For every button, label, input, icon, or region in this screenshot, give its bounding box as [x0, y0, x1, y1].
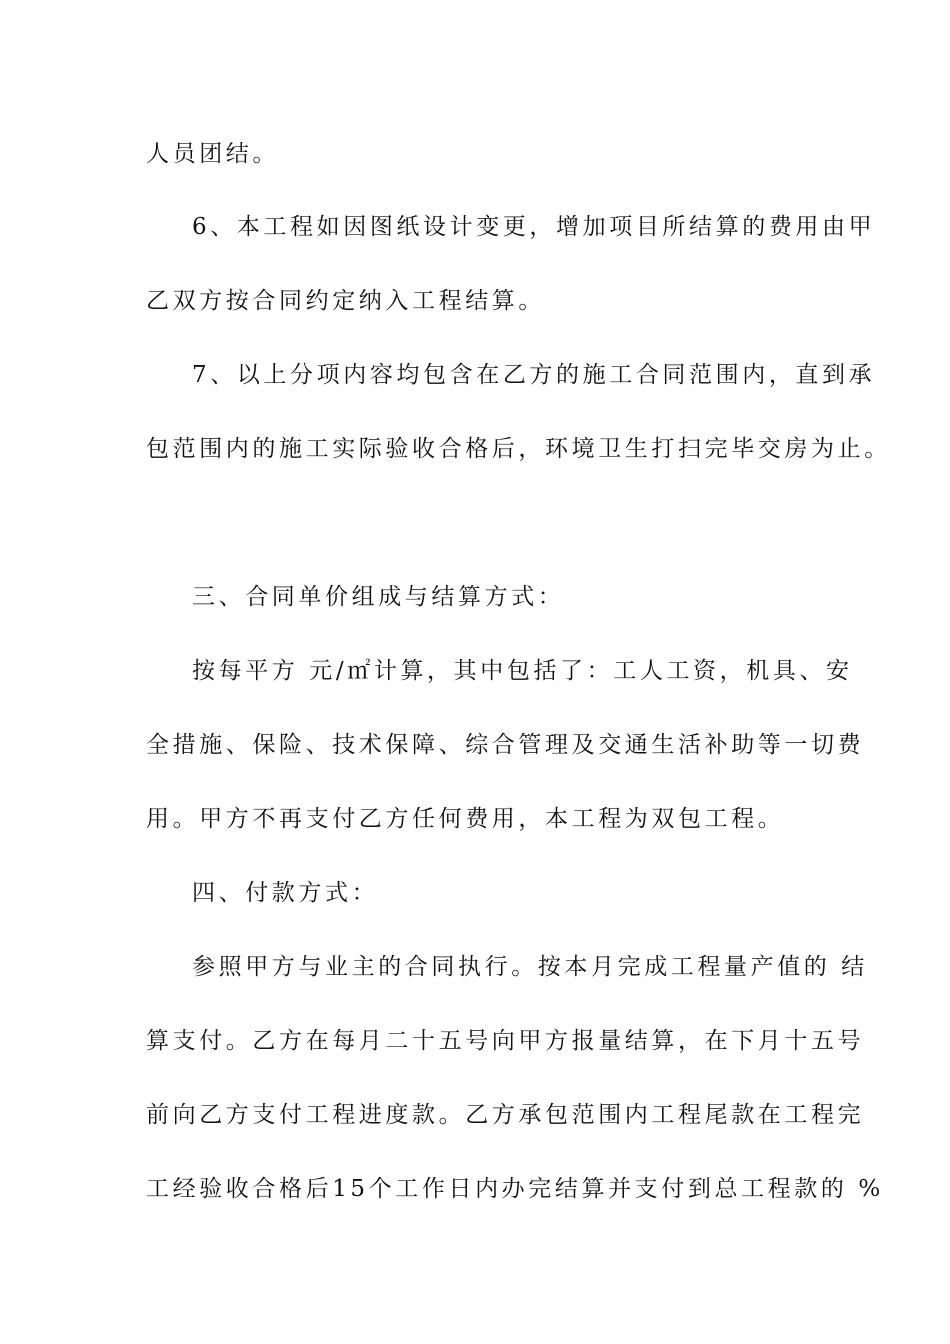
text-line: 用。甲方不再支付乙方任何费用，本工程为双包工程。 [146, 806, 785, 832]
text-line: 算支付。乙方在每月二十五号向甲方报量结算，在下月十五号 [146, 1028, 865, 1054]
section-heading: 四、付款方式： [192, 880, 379, 906]
text-line: 参照甲方与业主的合同执行。按本月完成工程量产值的 结 [192, 954, 868, 980]
text-line: 乙双方按合同约定纳入工程结算。 [146, 288, 545, 314]
text-line: 6、本工程如因图纸设计变更，增加项目所结算的费用由甲 [192, 214, 876, 240]
text-line: 包范围内的施工实际验收合格后，环境卫生打扫完毕交房为止。 [146, 436, 891, 462]
section-heading: 三、合同单价组成与结算方式： [192, 584, 565, 610]
text-line: 全措施、保险、技术保障、综合管理及交通生活补助等一切费 [146, 732, 865, 758]
text-line: 前向乙方支付工程进度款。乙方承包范围内工程尾款在工程完 [146, 1102, 865, 1128]
text-line: 按每平方 元/㎡计算，其中包括了：工人工资，机具、安 [192, 658, 853, 684]
text-line: 人员团结。 [146, 141, 279, 167]
text-line: 工经验收合格后15个工作日内办完结算并支付到总工程款的 % [146, 1176, 884, 1202]
text-line: 7、以上分项内容均包含在乙方的施工合同范围内，直到承 [192, 362, 876, 388]
